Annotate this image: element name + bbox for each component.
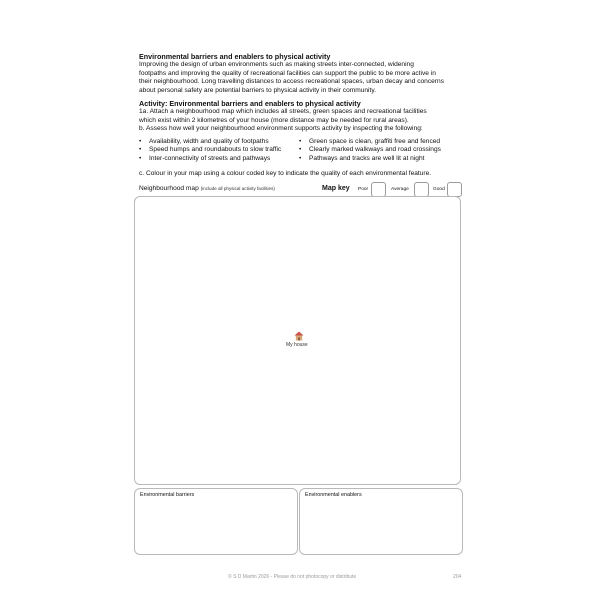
checklist-item: • Pathways and tracks are well lit at night [299,155,459,163]
instruction-line: which exist within 2 kilometres of your house (more distance may be needed for rural areas). [139,116,409,124]
key-box-good[interactable] [447,182,462,197]
map-label [139,185,275,192]
activity-heading: Activity: Environmental barriers and enablers to physical activity [139,99,361,108]
map-title: Neighbourhood map [139,185,199,192]
checklist-item: • Availability, width and quality of footpaths [139,138,299,146]
checklist-right [299,138,459,163]
key-box-poor[interactable] [371,182,386,197]
intro-paragraph [139,61,469,95]
paragraph-line: their neighbourhood. Long travelling distances to access recreational spaces, urban decay and concerns [139,78,444,86]
key-box-average[interactable] [414,182,429,197]
activity-section [139,99,469,134]
enablers-box[interactable] [299,488,463,555]
enablers-label: Environmental enablers [305,492,362,498]
checklist-item: • Speed humps and roundabouts to slow traffic [139,146,299,154]
barriers-box[interactable] [134,488,298,555]
map-label-note: (include all physical activity facilities) [200,186,275,191]
paragraph-line: Improving the design of urban environments such as making streets inter-connected, widening [139,61,414,68]
paragraph-line: footpaths and improving the quality of recreational facilities can support the public to be more active in [139,69,436,77]
key-label-poor: Poor [358,187,369,192]
checklist [139,138,469,163]
instruction-line: b. Assess how well your neighbourhood environment supports activity by inspecting the following: [139,125,423,133]
colour-instruction: c. Colour in your map using a colour coded key to indicate the quality of each environmental feature. [139,170,432,177]
key-label-good: Good [433,187,445,192]
house-icon [294,331,304,341]
activity-instructions [139,108,469,134]
checklist-item: • Clearly marked walkways and road crossings [299,146,459,154]
key-label-average: Average [391,187,409,192]
page-number: 204 [453,574,462,580]
section-heading: Environmental barriers and enablers to physical activity [139,52,331,61]
paragraph-line: about personal safety are potential barriers to physical activity in their community. [139,86,376,94]
checklist-item: • Inter-connectivity of streets and pathways [139,155,299,163]
barriers-label: Environmental barriers [140,492,195,498]
checklist-left [139,138,299,163]
house-label: My house [286,342,308,348]
instruction-line: 1a. Attach a neighbourhood map which includes all streets, green spaces and recreational facilities [139,108,427,115]
map-header [139,182,462,196]
checklist-item: • Green space is clean, graffiti free and fenced [299,138,459,146]
intro-section [139,52,469,95]
copyright-footer: © S D Martin 2026 - Please do not photocopy or distribute [228,574,357,580]
map-key-label: Map key [322,185,350,192]
